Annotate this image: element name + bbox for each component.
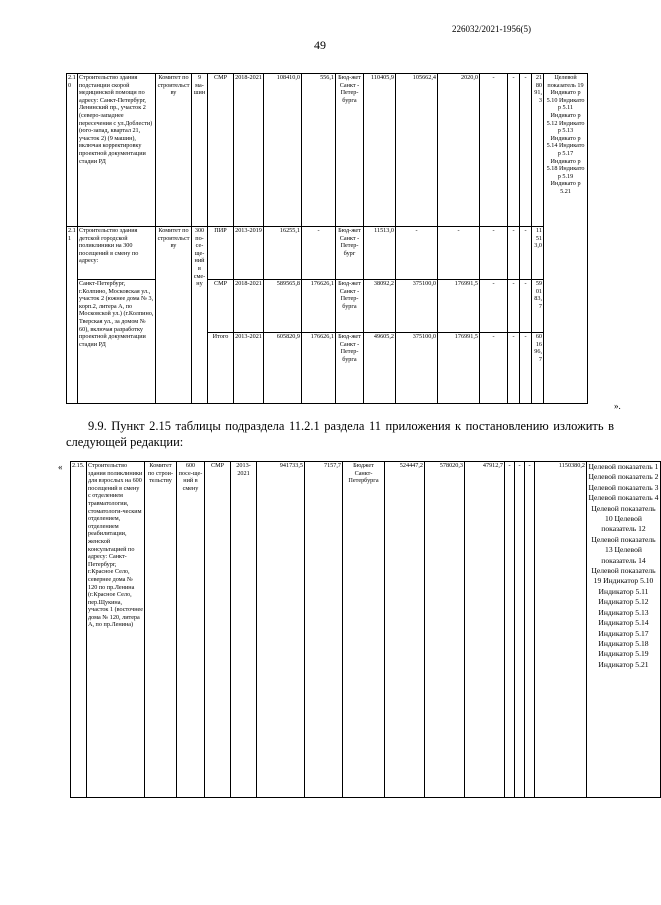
value-3: 105662,4 bbox=[396, 74, 438, 227]
period: 2013-2021 bbox=[231, 462, 257, 798]
value-1: 176626,1 bbox=[302, 333, 336, 404]
closing-quote: ». bbox=[614, 401, 621, 411]
total-cost: 108410,0 bbox=[264, 74, 302, 227]
object-name-part-a: Строительство здания детской городской поликлиники на 300 посещений в смену по адресу: bbox=[78, 227, 156, 280]
value-2: 38092,2 bbox=[364, 280, 396, 333]
row-number: 2.10 bbox=[67, 74, 78, 227]
sum: 11513,0 bbox=[532, 227, 544, 280]
indicators: Целевой показатель 1 Целевой показатель 2 Целевой показатель 3 Целевой показатель 4 Целевой показатель 10 Целевой показатель 12 Целевой показатель 13 Целевой показатель 14 Целевой показатель 19 Индикатор 5.10 Индикатор 5.11 Индикатор 5.12 Индикатор 5.13 Индикатор 5.14 Индикатор 5.17 Индикатор 5.18 Индикатор 5.19 Индикатор 5.21 bbox=[587, 462, 661, 798]
value-1: 176626,1 bbox=[302, 280, 336, 333]
dash-1: - bbox=[480, 74, 508, 227]
dash-2: - bbox=[515, 462, 525, 798]
value-4: 47912,7 bbox=[465, 462, 505, 798]
page-number: 49 bbox=[314, 38, 326, 52]
sum: 590183,7 bbox=[532, 280, 544, 333]
funding-source: Бюджет Санкт-Петербурга bbox=[343, 462, 385, 798]
value-4: 176991,5 bbox=[438, 333, 480, 404]
dash-2: - bbox=[508, 74, 520, 227]
dash-3: - bbox=[525, 462, 535, 798]
agency: Комитет по строи-тельству bbox=[145, 462, 177, 798]
dash-1: - bbox=[505, 462, 515, 798]
total-cost: 941733,5 bbox=[257, 462, 305, 798]
object-name: Строительство здания подстанции скорой медицинской помощи по адресу: Санкт-Петербург, Ленинский пр., участок 2 (северо-западнее пересечения с ул.Доблести) (юго-запад, квартал 21, участок 2) (9 машин), включая корректировку проектной документации стадии РД bbox=[78, 74, 156, 227]
period: 2018-2021 bbox=[234, 280, 264, 333]
table-row bbox=[71, 462, 661, 798]
value-4: - bbox=[438, 227, 480, 280]
period: 2013-2019 bbox=[234, 227, 264, 280]
capacity: 9 ма-шин bbox=[192, 74, 208, 227]
sum: 218091,3 bbox=[532, 74, 544, 227]
table-continuation bbox=[66, 73, 645, 404]
value-2: 11513,0 bbox=[364, 227, 396, 280]
capacity: 300 по-се-ще-ний в сме-ну bbox=[192, 227, 208, 404]
value-3: 375100,0 bbox=[396, 280, 438, 333]
value-1: 556,1 bbox=[302, 74, 336, 227]
table-replacement-215 bbox=[70, 461, 661, 798]
dash-2: - bbox=[508, 280, 520, 333]
dash-2: - bbox=[508, 333, 520, 404]
indicators: Целевой показатель 19 Индикато р 5.10 Индикато р 5.11 Индикато р 5.12 Индикато р 5.13 Индикато р 5.14 Индикато р 5.17 Индикато р 5.18 Индикато р 5.19 Индикато р 5.21 bbox=[544, 74, 588, 404]
dash-1: - bbox=[480, 227, 508, 280]
work-type: СМР bbox=[208, 74, 234, 227]
agency: Комитет по строительству bbox=[156, 227, 192, 404]
funding-source: Бюд-жет Санкт - Петер-бурга bbox=[336, 74, 364, 227]
dash-3: - bbox=[520, 74, 532, 227]
dash-1: - bbox=[480, 333, 508, 404]
dash-3: - bbox=[520, 280, 532, 333]
period: 2013-2021 bbox=[234, 333, 264, 404]
dash-2: - bbox=[508, 227, 520, 280]
amendment-paragraph: 9.9. Пункт 2.15 таблицы подраздела 11.2.1 раздела 11 приложения к постановлению изложить в следующей редакции: bbox=[66, 419, 614, 449]
table-row bbox=[67, 74, 645, 227]
row-number: 2.11 bbox=[67, 227, 78, 404]
value-3: 578020,3 bbox=[425, 462, 465, 798]
value-2: 49605,2 bbox=[364, 333, 396, 404]
document-id: 226032/2021-1956(5) bbox=[452, 24, 531, 34]
value-3: 375100,0 bbox=[396, 333, 438, 404]
dash-3: - bbox=[520, 227, 532, 280]
total-cost: 16255,1 bbox=[264, 227, 302, 280]
dash-1: - bbox=[480, 280, 508, 333]
agency: Комитет по строительству bbox=[156, 74, 192, 227]
value-1: - bbox=[302, 227, 336, 280]
value-4: 2020,0 bbox=[438, 74, 480, 227]
row-number: 2.15. bbox=[71, 462, 87, 798]
value-1: 7157,7 bbox=[305, 462, 343, 798]
object-name-part-b: Санкт-Петербург, г.Колпино, Московская ул., участок 2 (южнее дома № 3, корп.2, литера А, по Московской ул.) (г.Колпино, Тверская ул., за домом № 60), включая разработку проектной документации стадии РД bbox=[78, 280, 156, 404]
work-type: СМР bbox=[205, 462, 231, 798]
value-2: 524447,2 bbox=[385, 462, 425, 798]
sum: 601696,7 bbox=[532, 333, 544, 404]
work-type: СМР bbox=[208, 280, 234, 333]
funding-source: Бюд-жет Санкт - Петер-бурга bbox=[336, 280, 364, 333]
object-name: Строительство здания поликлиники для взрослых на 600 посещений в смену с отделением травматологии, стоматологи-ческим отделением, отделением реабилитации, женской консультацией по адресу: Санкт-Петербург, г.Красное Село, севернее дома № 120 по пр.Ленина (г.Красное Село, пер.Щукина, участок 1 (восточнее дома № 120, литера А, по пр.Ленина) bbox=[87, 462, 145, 798]
opening-quote: « bbox=[58, 462, 63, 472]
value-2: 110405,9 bbox=[364, 74, 396, 227]
funding-source: Бюд-жет Санкт - Петер-бурга bbox=[336, 333, 364, 404]
period: 2018-2021 bbox=[234, 74, 264, 227]
funding-source: Бюд-жет Санкт - Петер-бург bbox=[336, 227, 364, 280]
total-cost: 605820,9 bbox=[264, 333, 302, 404]
value-3: - bbox=[396, 227, 438, 280]
value-4: 176991,5 bbox=[438, 280, 480, 333]
work-type: Итого bbox=[208, 333, 234, 404]
total-cost: 589565,8 bbox=[264, 280, 302, 333]
sum: 1150380,2 bbox=[535, 462, 587, 798]
dash-3: - bbox=[520, 333, 532, 404]
work-type: ПИР bbox=[208, 227, 234, 280]
capacity: 600 посе-ще-ний в смену bbox=[177, 462, 205, 798]
